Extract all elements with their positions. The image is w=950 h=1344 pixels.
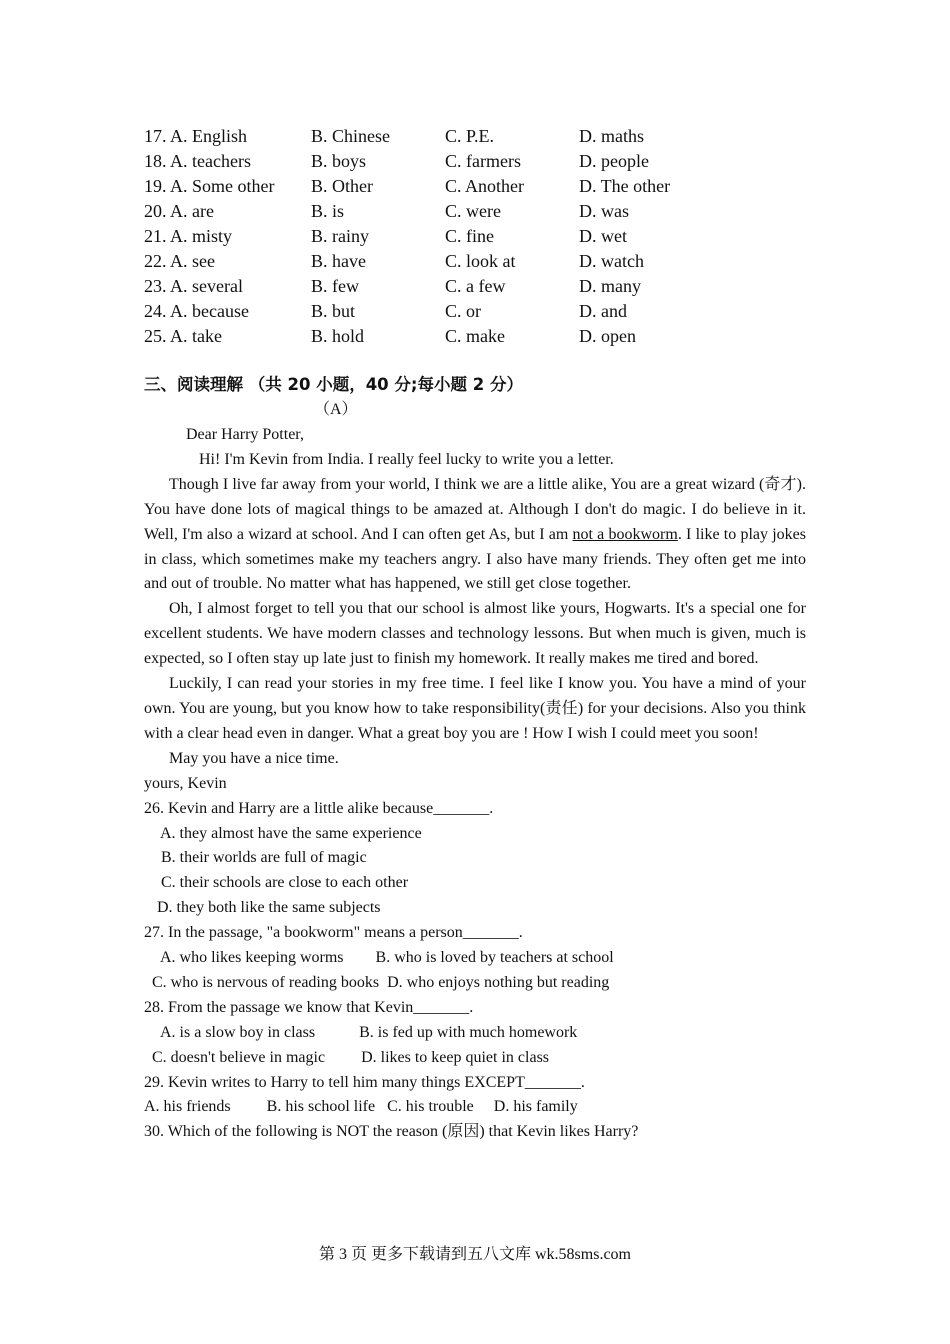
question-28: 28. From the passage we know that Kevin_______. bbox=[144, 998, 474, 1016]
question-26-option-a: A. they almost have the same experience bbox=[160, 824, 422, 842]
option-row-19 bbox=[144, 174, 764, 199]
option-row-21 bbox=[144, 224, 764, 249]
option-c: C. or bbox=[445, 301, 481, 321]
option-d: D. many bbox=[579, 276, 641, 296]
letter-paragraph-1 bbox=[144, 473, 806, 598]
question-29: 29. Kevin writes to Harry to tell him many things EXCEPT_______. bbox=[144, 1073, 585, 1091]
letter-signature: yours, Kevin bbox=[144, 774, 227, 792]
question-30: 30. Which of the following is NOT the reason (原因) that Kevin likes Harry? bbox=[144, 1123, 639, 1141]
option-b: B. is bbox=[311, 201, 345, 221]
option-c: C. look at bbox=[445, 251, 516, 271]
option-a: 22. A. see bbox=[144, 251, 215, 271]
page-footer: 第 3 页 更多下载请到五八文库 wk.58sms.com bbox=[318, 1246, 631, 1263]
option-b: B. have bbox=[311, 251, 366, 271]
option-a: 25. A. take bbox=[144, 326, 222, 346]
option-a: 18. A. teachers bbox=[144, 151, 251, 171]
option-d: D. wet bbox=[579, 226, 627, 246]
letter-greeting: Dear Harry Potter, bbox=[186, 426, 304, 443]
question-26-option-b: B. their worlds are full of magic bbox=[161, 849, 367, 867]
paragraph-text: . I like to play jokes in class, which sometimes make my teachers angry. I also have many friends. They often get me into and out of trouble. No matter what has happened, we still get close together. bbox=[144, 525, 806, 593]
option-c: C. make bbox=[445, 326, 505, 346]
question-27: 27. In the passage, "a bookworm" means a person_______. bbox=[144, 924, 523, 942]
option-a: 20. A. are bbox=[144, 201, 214, 221]
option-c: C. Another bbox=[445, 176, 524, 196]
option-a: 21. A. misty bbox=[144, 226, 233, 246]
paragraph-text: Though I live far away from your world, I think we are a little alike, You are a great wizard (奇才). You have done lots of magical things to be amazed at. Although I don't do magic. I do believe in it. Well, I'm also a wizard at school. And I can often get As, but I am bbox=[144, 475, 806, 543]
option-d: D. open bbox=[579, 326, 636, 346]
option-c: C. farmers bbox=[445, 151, 521, 171]
option-d: D. and bbox=[579, 301, 627, 321]
question-27-options-cd: C. who is nervous of reading books D. who enjoys nothing but reading bbox=[152, 973, 610, 991]
question-27-options-ab: A. who likes keeping worms B. who is loved by teachers at school bbox=[160, 949, 614, 967]
underlined-phrase: not a bookworm bbox=[572, 525, 678, 543]
letter-intro: Hi! I'm Kevin from India. I really feel lucky to write you a letter. bbox=[199, 450, 614, 468]
question-26-option-c: C. their schools are close to each other bbox=[161, 874, 409, 892]
option-row-23 bbox=[144, 274, 764, 299]
option-d: D. was bbox=[579, 201, 629, 221]
option-row-18 bbox=[144, 149, 764, 174]
letter-paragraph-3: Luckily, I can read your stories in my free time. I feel like I know you. You have a mind of your own. You are young, but you know how to take responsibility(责任) for your decisions. Also you think with a clear head even in danger. What a great boy you are ! How I wish I could meet you soon! bbox=[144, 675, 806, 742]
option-a: 24. A. because bbox=[144, 301, 249, 321]
option-b: B. Chinese bbox=[311, 126, 390, 146]
letter-paragraph-2: Oh, I almost forget to tell you that our school is almost like yours, Hogwarts. It's a special one for excellent students. We have modern classes and technology lessons. But when much is given, much is expected, so I often stay up late just to finish my homework. It really makes me tired and bored. bbox=[144, 600, 806, 668]
option-d: D. watch bbox=[579, 251, 644, 271]
passage-label: （A） bbox=[314, 401, 358, 418]
option-d: D. The other bbox=[579, 176, 671, 196]
option-b: B. hold bbox=[311, 326, 365, 346]
option-c: C. a few bbox=[445, 276, 506, 296]
option-c: C. were bbox=[445, 201, 501, 221]
letter-closing: May you have a nice time. bbox=[169, 749, 339, 767]
option-b: B. but bbox=[311, 301, 356, 321]
option-a: 17. A. English bbox=[144, 126, 248, 146]
option-row-20 bbox=[144, 199, 764, 224]
section-title: 三、阅读理解 （共 20 小题，40 分;每小题 2 分） bbox=[144, 375, 523, 394]
cloze-options-grid bbox=[144, 124, 764, 349]
option-a: 19. A. Some other bbox=[144, 176, 275, 196]
question-26: 26. Kevin and Harry are a little alike because_______. bbox=[144, 799, 494, 817]
option-a: 23. A. several bbox=[144, 276, 243, 296]
option-d: D. people bbox=[579, 151, 649, 171]
option-row-22 bbox=[144, 249, 764, 274]
option-row-17 bbox=[144, 124, 764, 149]
option-c: C. P.E. bbox=[445, 126, 495, 146]
question-26-option-d: D. they both like the same subjects bbox=[157, 899, 381, 917]
question-28-options-ab: A. is a slow boy in class B. is fed up with much homework bbox=[160, 1023, 578, 1041]
option-b: B. few bbox=[311, 276, 359, 296]
question-29-options: A. his friends B. his school life C. his trouble D. his family bbox=[144, 1098, 578, 1116]
option-d: D. maths bbox=[579, 126, 644, 146]
option-b: B. rainy bbox=[311, 226, 369, 246]
reading-passage bbox=[144, 423, 806, 1145]
option-c: C. fine bbox=[445, 226, 494, 246]
question-28-options-cd: C. doesn't believe in magic D. likes to keep quiet in class bbox=[152, 1048, 550, 1066]
option-b: B. boys bbox=[311, 151, 367, 171]
option-row-24 bbox=[144, 299, 764, 324]
option-row-25 bbox=[144, 324, 764, 349]
option-b: B. Other bbox=[311, 176, 373, 196]
